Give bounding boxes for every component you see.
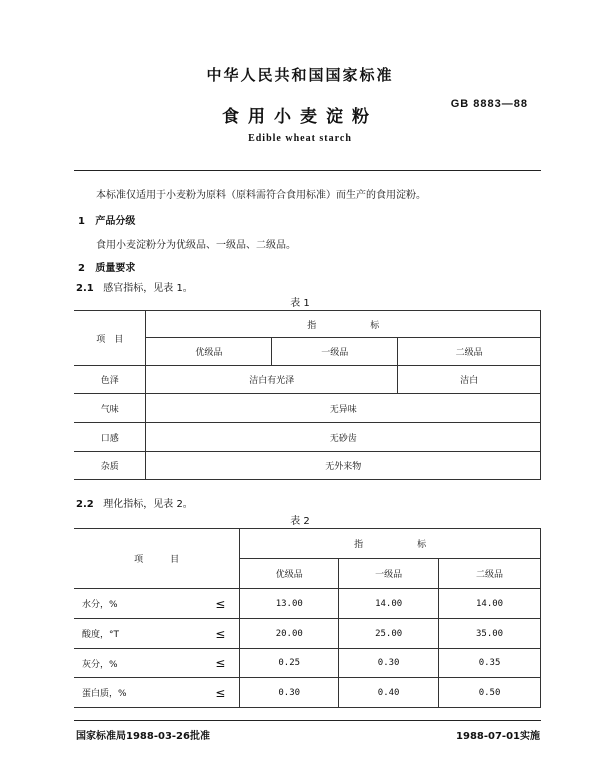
table-1-grade: 优级品 [146,338,272,366]
table-row [74,619,541,649]
table-1-value: 无异味 [146,394,541,423]
table-1-item: 气味 [74,394,146,423]
table-1-grade: 一级品 [272,338,398,366]
issuing-authority: 中华人民共和国国家标准 [206,66,394,84]
table-2-value: 13.00 [240,589,339,619]
footer-rule [74,720,541,721]
table-row [74,423,541,452]
table-2-value: 0.40 [339,678,439,708]
section-1-number: 1 [78,216,85,227]
table-1-item-header: 项 目 [74,311,146,366]
table-2-value: 0.25 [240,649,339,678]
table-row [74,452,541,480]
table-1-value: 无砂齿 [146,423,541,452]
table-row [74,649,541,678]
table-row [74,589,541,619]
table-2-value: 14.00 [439,589,541,619]
table-2-comparator: ≤ [194,678,240,708]
table-2-header-row [74,529,541,559]
table-2-value: 0.35 [439,649,541,678]
section-2-2-number: 2.2 [76,499,94,510]
section-1-title: 产品分级 [95,216,136,227]
section-2-1 [76,279,193,294]
table-1-item: 杂质 [74,452,146,480]
table-2-item: 水分，% [74,589,194,619]
table-2-value: 0.50 [439,678,541,708]
table-2-item: 灰分，% [74,649,194,678]
section-1-heading [78,212,135,227]
table-2-item: 酸度，°T [74,619,194,649]
table-2-comparator: ≤ [194,589,240,619]
section-2-2 [76,495,193,510]
table-1-value: 洁白 [398,366,541,394]
header-rule [74,170,541,171]
physicochemical-table [74,528,541,708]
standard-number: GB 8883—88 [450,98,528,110]
sensory-table [74,310,541,480]
section-2-2-text: 理化指标，见表 2。 [103,499,193,510]
table-2-comparator: ≤ [194,649,240,678]
intro-paragraph: 本标准仅适用于小麦粉为原料（原料需符合食用标准）而生产的食用淀粉。 [96,190,426,201]
table-1-index-header: 指 标 [146,311,541,338]
section-2-1-text: 感官指标，见表 1。 [103,283,193,294]
table-2-index-header: 指 标 [240,529,541,559]
table-2-grade: 优级品 [240,559,339,589]
table-row [74,394,541,423]
effective-date: 1988-07-01实施 [456,731,540,742]
table-2-value: 14.00 [339,589,439,619]
table-row [74,678,541,708]
section-2-number: 2 [78,263,85,274]
table-1-caption: 表 1 [290,298,310,309]
table-1-header-row [74,311,541,338]
section-1-text: 食用小麦淀粉分为优级品、一级品、二级品。 [96,240,296,251]
table-1-value: 无外来物 [146,452,541,480]
section-2-title: 质量要求 [95,263,136,274]
table-1-grade: 二级品 [398,338,541,366]
table-2-comparator: ≤ [194,619,240,649]
section-2-heading [78,259,135,274]
english-title: Edible wheat starch [248,133,352,144]
table-2-grade: 二级品 [439,559,541,589]
table-2-item-header: 项 目 [74,529,240,589]
table-1-item: 色泽 [74,366,146,394]
table-2-grade: 一级品 [339,559,439,589]
section-2-1-number: 2.1 [76,283,94,294]
table-2-value: 25.00 [339,619,439,649]
table-1-item: 口感 [74,423,146,452]
table-2-value: 0.30 [240,678,339,708]
table-2-item: 蛋白质，% [74,678,194,708]
table-2-value: 0.30 [339,649,439,678]
table-1-value: 洁白有光泽 [146,366,398,394]
table-2-value: 35.00 [439,619,541,649]
table-2-caption: 表 2 [290,516,310,527]
approval-date: 国家标准局1988-03-26批准 [76,731,210,742]
table-row [74,366,541,394]
table-2-value: 20.00 [240,619,339,649]
document-title: 食用小麦淀粉 [222,107,378,127]
